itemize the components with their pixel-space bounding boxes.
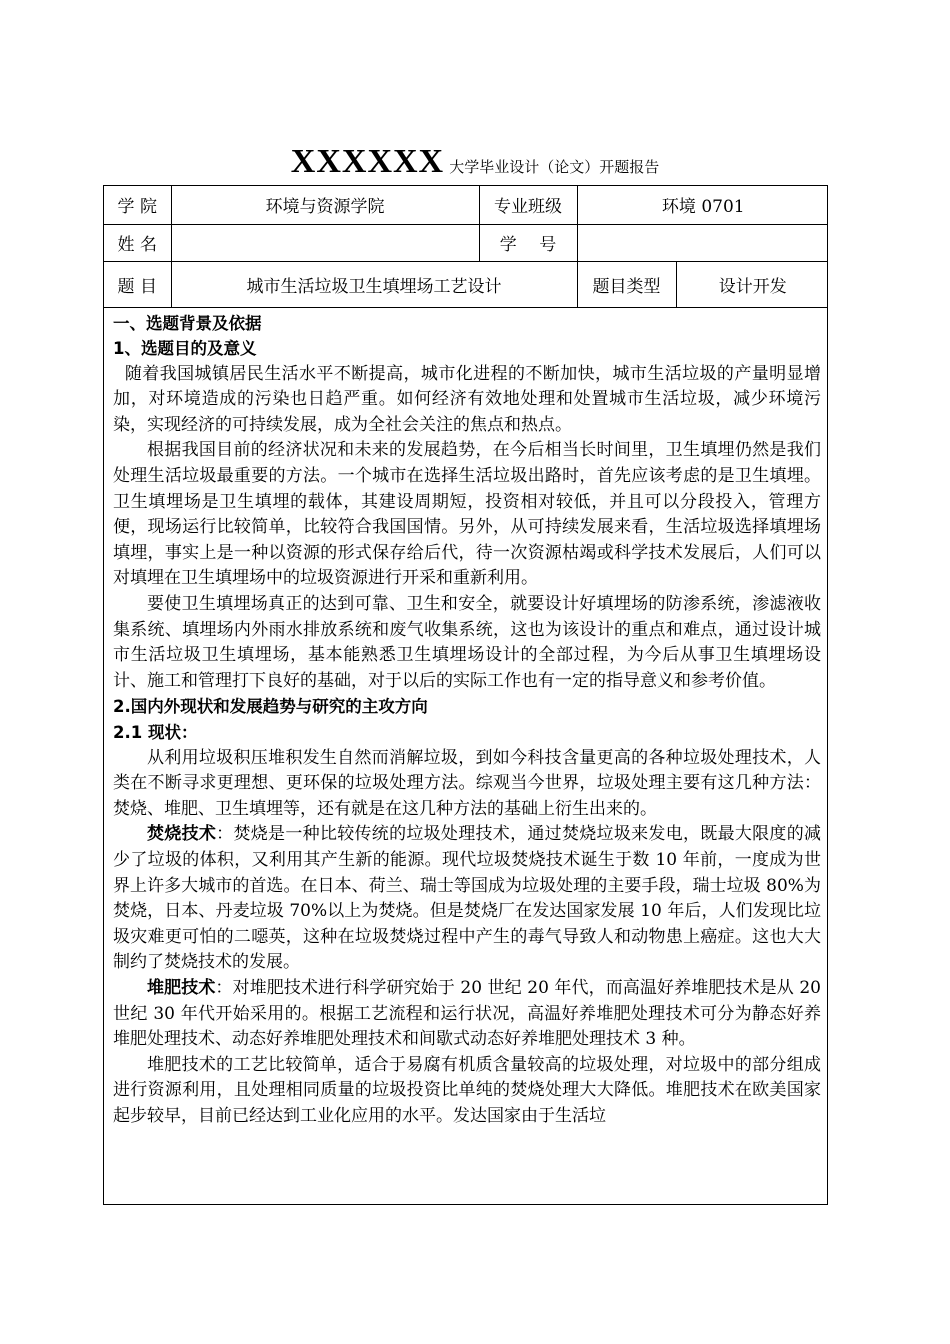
paragraph: 根据我国目前的经济状况和未来的发展趋势，在今后相当长时间里，卫生填埋仍然是我们处理生活垃圾最重要的方法。一个城市在选择生活垃圾出路时，首先应该考虑的是卫生填埋。卫生填埋场是卫生填埋的载体，其建设周期短，投资相对较低，并且可以分段投入，管理方便，现场运行比较简单，比较符合我国国情。另外，从可持续发展来看，生活垃圾选择填埋场填埋，事实上是一种以资源的形式保存给后代，待一次资源枯竭或科学技术发展后，人们可以对填埋在卫生填埋场中的垃圾资源进行开采和重新利用。 — [113, 440, 821, 589]
topic-type-value: 设计开发 — [676, 261, 828, 307]
college-label: 学 院 — [104, 186, 171, 224]
paragraph — [113, 976, 821, 1053]
student-id-value — [577, 224, 828, 261]
topic-label: 题 目 — [104, 261, 171, 307]
table-row — [104, 224, 828, 261]
info-table — [104, 186, 828, 308]
subsection-heading: 2.1 现状： — [113, 723, 198, 742]
subsection-heading: 1、选题目的及意义 — [113, 339, 257, 359]
college-value: 环境与资源学院 — [171, 186, 479, 224]
table-row — [104, 186, 828, 224]
name-value — [171, 224, 479, 261]
section-heading: 一、选题背景及依据 — [113, 313, 262, 333]
university-name: XXXXXX — [290, 143, 445, 180]
topic-value: 城市生活垃圾卫生填埋场工艺设计 — [171, 261, 577, 307]
student-id-label: 学 号 — [479, 224, 577, 261]
paragraph: 堆肥技术的工艺比较简单，适合于易腐有机质含量较高的垃圾处理，对垃圾中的部分组成进行资源利用，且处理相同质量的垃圾投资比单纯的焚烧处理大大降低。堆肥技术在欧美国家起步较早，目前已经达到工业化应用的水平。发达国家由于生活垃 — [113, 1054, 821, 1126]
class-value: 环境 0701 — [577, 186, 828, 224]
report-title: 大学毕业设计（论文）开题报告 — [449, 158, 660, 176]
paragraph-text: ：对堆肥技术进行科学研究始于 20 世纪 20 年代，而高温好养堆肥技术是从 20 世纪 30 年代开始采用的。根据工艺流程和运行状况，高温好养堆肥处理技术可分为静态好养堆肥处理技术、动态好养堆肥处理技术和间歇式动态好养堆肥处理技术 3 种。 — [113, 977, 821, 1050]
report-body — [104, 308, 827, 1130]
name-label: 姓 名 — [104, 224, 171, 261]
paragraph-text: ：焚烧是一种比较传统的垃圾处理技术，通过焚烧垃圾来发电，既最大限度的减少了垃圾的体积，又利用其产生新的能源。现代垃圾焚烧技术诞生于数 10 年前，一度成为世界上许多大城市的首选。在日本、荷兰、瑞士等国成为垃圾处理的主要手段，瑞士垃圾 80%为焚烧，日本、丹麦垃圾 70%以上为焚烧。但是焚烧厂在发达国家发展 10 年后，人们发现比垃圾灾难更可怕的二噁英，这种在垃圾焚烧过程中产生的毒气导致人和动物患上癌症。这也大大制约了焚烧技术的发展。 — [113, 824, 822, 973]
paragraph: 从利用垃圾积压堆积发生自然而消解垃圾，到如今科技含量更高的各种垃圾处理技术，人类在不断寻求更理想、更环保的垃圾处理方法。综观当今世界，垃圾处理主要有这几种方法：焚烧、堆肥、卫生填埋等，还有就是在这几种方法的基础上衍生出来的。 — [113, 747, 821, 819]
paragraph: 随着我国城镇居民生活水平不断提高，城市化进程的不断加快，城市生活垃圾的产量明显增加，对环境造成的污染也日趋严重。如何经济有效地处理和处置城市生活垃圾，减少环境污染，实现经济的可持续发展，成为全社会关注的焦点和热点。 — [113, 363, 821, 435]
class-label: 专业班级 — [479, 186, 577, 224]
report-form — [103, 185, 828, 1205]
table-row — [104, 261, 828, 307]
term-incineration: 焚烧技术 — [147, 824, 217, 845]
page-title — [0, 143, 950, 181]
term-composting: 堆肥技术 — [147, 977, 216, 998]
paragraph — [113, 822, 821, 976]
topic-type-label: 题目类型 — [577, 261, 676, 307]
paragraph: 要使卫生填埋场真正的达到可靠、卫生和安全，就要设计好填埋场的防渗系统，渗滤液收集系统、填埋场内外雨水排放系统和废气收集系统，这也为该设计的重点和难点，通过设计城市生活垃圾卫生填埋场，基本能熟悉卫生填埋场设计的全部过程，为今后从事卫生填埋场设计、施工和管理打下良好的基础，对于以后的实际工作也有一定的指导意义和参考价值。 — [113, 594, 821, 691]
subsection-heading: 2.国内外现状和发展趋势与研究的主攻方向 — [113, 697, 428, 717]
